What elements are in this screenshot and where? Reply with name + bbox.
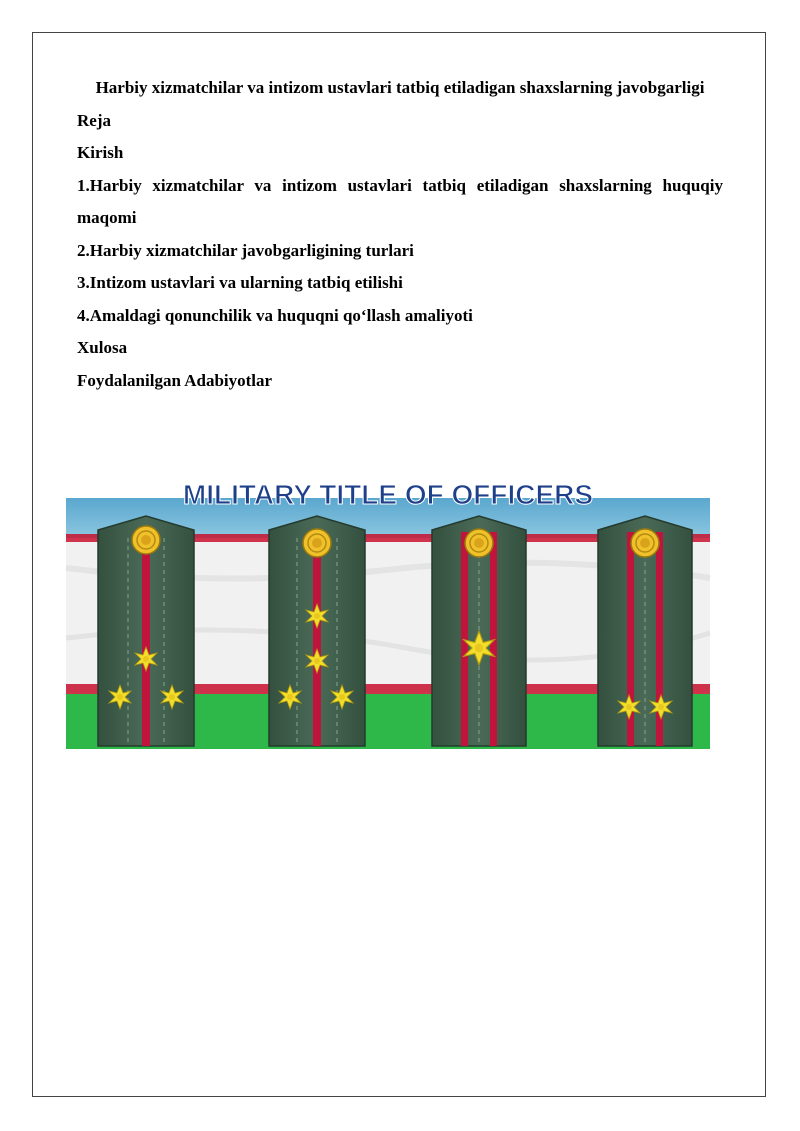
shoulder-board-2 [269,516,365,746]
document-title: Harbiy xizmatchilar va intizom ustavlari tatbiq etiladigan shaxslarning javobgarligi [95,78,705,97]
plan-item-1: 1.Harbiy xizmatchilar va intizom ustavlari tatbiq etiladigan shaxslarning huquqiy maqomi [77,175,723,227]
plan-item-2: 2.Harbiy xizmatchilar javobgarligining turlari [77,240,414,260]
plan-item-3: 3.Intizom ustavlari va ularning tatbiq etilishi [77,273,403,292]
shoulder-board-4 [598,516,692,746]
plan-item-4: 4.Amaldagi qonunchilik va huquqni qo‘llash amaliyoti [77,305,473,325]
references-item: Foydalanilgan Adabiyotlar [77,370,273,390]
shoulder-board-3 [432,516,526,746]
shoulder-board-1 [98,516,194,746]
conclusion-item: Xulosa [77,338,128,357]
document-body [77,72,723,397]
intro-item: Kirish [77,143,124,162]
shoulder-boards-illustration [66,479,710,749]
plan-heading: Reja [77,110,111,130]
shoulder-boards-image [66,479,710,749]
banner-title: MILITARY TITLE OF OFFICERS [182,479,594,510]
